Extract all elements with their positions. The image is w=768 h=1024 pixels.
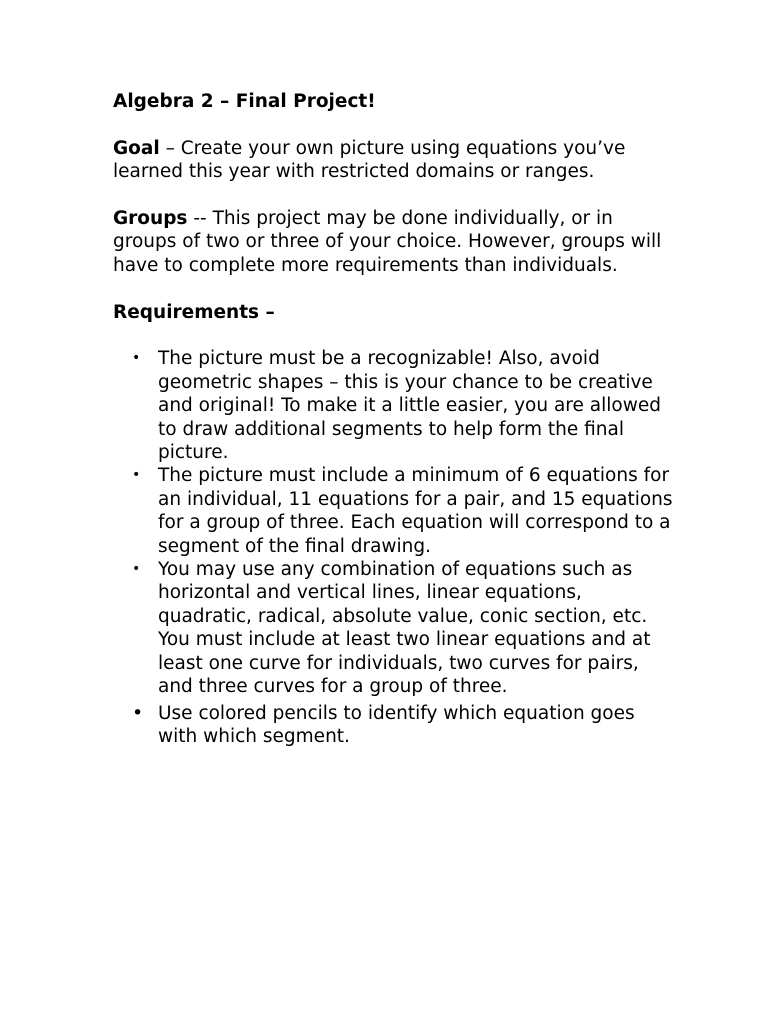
list-item	[113, 464, 673, 558]
list-item	[113, 347, 673, 464]
spacer	[113, 324, 673, 347]
groups-paragraph	[113, 207, 673, 277]
groups-label: Groups	[113, 208, 188, 229]
bullet-icon: •	[132, 701, 144, 724]
bullet-icon: •	[132, 350, 141, 367]
document-page	[113, 90, 673, 748]
goal-paragraph	[113, 137, 673, 184]
goal-label: Goal	[113, 137, 160, 159]
requirements-heading: Requirements –	[113, 301, 275, 323]
spacer	[113, 113, 673, 136]
document-title: Algebra 2 – Final Project!	[113, 91, 376, 112]
groups-text: -- This project may be done individually, or in groups of two or three of your choice. However, groups will have to complete more requirements than individuals.	[113, 208, 662, 276]
spacer	[113, 184, 673, 207]
bullet-icon: •	[132, 561, 141, 578]
requirement-text: The picture must be a recognizable! Also, avoid geometric shapes – this is your chance to be creative and original! To make it a little easier, you are allowed to draw additional segments to help form the final picture.	[158, 348, 661, 464]
goal-text: – Create your own picture using equations you’ve learned this year with restricted domains or ranges.	[113, 137, 626, 183]
bullet-icon: •	[132, 467, 141, 484]
spacer	[113, 277, 673, 300]
requirements-list	[113, 347, 673, 748]
requirement-text: Use colored pencils to identify which equation goes with which segment.	[158, 702, 635, 747]
list-item	[113, 702, 673, 749]
list-item	[113, 558, 673, 698]
requirement-text: The picture must include a minimum of 6 equations for an individual, 11 equations for a pair, and 15 equations for a group of three. Each equation will correspond to a segment of the final drawing.	[158, 465, 673, 557]
requirement-text: You may use any combination of equations such as horizontal and vertical lines, linear equations, quadratic, radical, absolute value, conic section, etc. You must include at least two linear equations and at least one curve for individuals, two curves for pairs, and three curves for a group of three.	[158, 559, 651, 698]
